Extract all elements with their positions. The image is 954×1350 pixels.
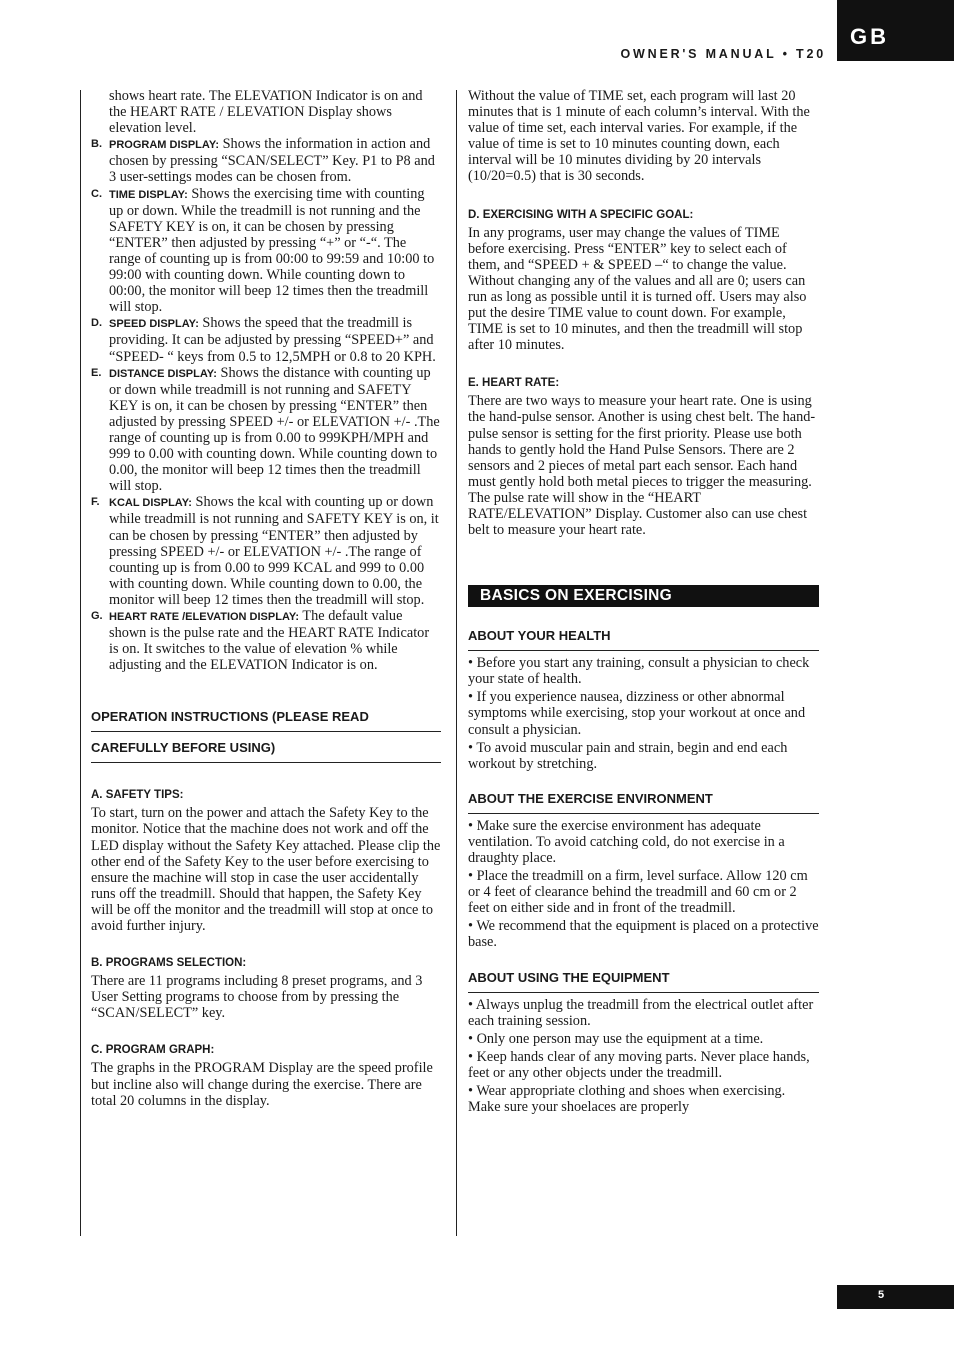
basics-on-exercising-heading: BASICS ON EXERCISING: [468, 585, 819, 607]
program-graph-text: The graphs in the PROGRAM Display are the speed profile but incline also will change during the exercise. There are total 20 columns in the display.: [91, 1060, 433, 1109]
item-letter: C.: [91, 187, 102, 200]
language-tab: GB: [837, 0, 954, 61]
safety-tips-text: To start, turn on the power and attach the Safety Key to the monitor. Notice that the machine does not work and off the LED display without the Safety Key attached. Please clip the other end of the Safety Key to the user before exercising to ensure the machine will stop in case the user accidentally runs off the treadmill. Should that happen, the Safety Key will be off the monitor and the treadmill will stop at once to avoid further injury.: [91, 805, 441, 935]
middle-column-rule: [456, 90, 457, 1236]
left-column: [91, 88, 441, 1109]
item-letter: E.: [91, 366, 102, 379]
right-column: [468, 88, 819, 1115]
display-item-b: [91, 136, 441, 185]
heart-rate-text: There are two ways to measure your heart rate. One is using the hand-pulse sensor. Another is using chest belt. The hand-pulse sensor is setting for the first priority. Please use both hands to gently hold the Hand Pulse Sensors. There are 2 sensors and 2 pieces of metal part each sensor. Each hand must gently hold both metal pieces to trigger the measuring. The pulse rate will show in the “HEART RATE/ELEVATION” Display. Customer also can use chest belt to measure your heart rate.: [468, 393, 816, 539]
list-item: • To avoid muscular pain and strain, begin and end each workout by stretching.: [468, 739, 788, 772]
display-item-g: [91, 608, 441, 673]
list-item: • Place the treadmill on a firm, level surface. Allow 120 cm or 4 feet of clearance behind the treadmill and 60 cm or 2 feet on either side and in front of the treadmill.: [468, 868, 808, 917]
operation-instructions-heading: OPERATION INSTRUCTIONS (PLEASE READ: [91, 709, 441, 732]
item-letter: B.: [91, 138, 102, 151]
item-text: shows heart rate. The ELEVATION Indicator is on and the HEART RATE / ELEVATION Display shows elevation level.: [109, 88, 423, 137]
item-text: Shows the exercising time with counting up or down. While the treadmill is not running and the SAFETY KEY is on, it can be chosen by pressing “ENTER” then adjusted by pressing “+” or “-“. The range of counting up is from 00:00 to 99:59 and 10:00 to 99:00 with counting down. While counting down to 00:00, the monitor will beep 12 times then the treadmill will stop.: [109, 185, 435, 316]
item-label: TIME DISPLAY:: [109, 188, 188, 201]
page-number: 5: [837, 1285, 954, 1309]
environment-bullet-list: [468, 818, 819, 951]
specific-goal-heading: D. EXERCISING WITH A SPECIFIC GOAL:: [468, 208, 694, 221]
item-text: Shows the distance with counting up or down while treadmill is not running and SAFETY KEY is on, it can be chosen by pressing “ENTER” then adjusted by pressing SPEED +/- or ELEVATION +/- .The range of counting up is from 0.00 to 999KPH/MPH and 999 to 0.00 with counting down. While counting down to 0.00, the monitor will beep 12 times then the treadmill will stop.: [109, 364, 440, 495]
operation-instructions-heading-line2: CAREFULLY BEFORE USING): [91, 740, 441, 763]
about-environment-heading: ABOUT THE EXERCISE ENVIRONMENT: [468, 791, 819, 814]
item-label: PROGRAM DISPLAY:: [109, 139, 220, 152]
display-item-a-continued: [91, 88, 441, 136]
item-text: Shows the information in action and chosen by pressing “SCAN/SELECT” Key. P1 to P8 and 3 user-settings modes can be chosen from.: [109, 136, 435, 186]
list-item: • Make sure the exercise environment has adequate ventilation. To avoid catching cold, do not exercise in a draughty place.: [468, 817, 785, 866]
list-item: • Only one person may use the equipment at a time.: [468, 1030, 764, 1047]
running-header: OWNER'S MANUAL • T20: [620, 47, 826, 61]
item-label: HEART RATE /ELEVATION DISPLAY:: [109, 611, 300, 623]
list-item: • We recommend that the equipment is placed on a protective base.: [468, 918, 819, 951]
left-column-rule: [80, 90, 81, 1236]
item-text: The default value shown is the pulse rate and the HEART RATE Indicator is on. It switches to the value of elevation % while adjusting and the ELEVATION Indicator is on.: [109, 608, 430, 674]
programs-selection-text: There are 11 programs including 8 preset programs, and 3 User Setting programs to choose from by pressing the “SCAN/SELECT” key.: [91, 973, 423, 1022]
item-label: KCAL DISPLAY:: [109, 497, 192, 510]
list-item: • Before you start any training, consult a physician to check your state of health.: [468, 655, 810, 688]
health-bullet-list: [468, 655, 819, 772]
display-item-c: [91, 186, 441, 316]
item-text: Shows the kcal with counting up or down while treadmill is not running and SAFETY KEY is on, it can be chosen by pressing “ENTER” then adjusted by pressing SPEED +/- or ELEVATION +/- .The range of counting up is from 0.00 to 999 KCAL and 999 to 0.00 with counting down. While counting down to 0.00, the monitor will beep 12 times then the treadmill will stop.: [109, 494, 439, 608]
specific-goal-text: In any programs, user may change the values of TIME before exercising. Press “ENTER” key to select each of them, and “SPEED + & SPEED –“ to change the value. Without changing any of the values and all are 0; users can run as long as possible until it is turned off. Users may also put the desire TIME value to count down. For example, TIME is set to 10 minutes, and then the treadmill will stop after 10 minutes.: [468, 224, 807, 354]
list-item: • Keep hands clear of any moving parts. Never place hands, feet or any other objects under the treadmill.: [468, 1048, 810, 1081]
item-letter: F.: [91, 496, 100, 509]
item-text: Shows the speed that the treadmill is providing. It can be adjusted by pressing “SPEED+” and “SPEED- “ keys from 0.5 to 12,5MPH or 0.8 to 20 KPH.: [109, 315, 436, 365]
item-label: DISTANCE DISPLAY:: [109, 367, 217, 380]
list-item: • Wear appropriate clothing and shoes when exercising. Make sure your shoelaces are properly: [468, 1083, 786, 1116]
programs-selection-heading: B. PROGRAMS SELECTION:: [91, 957, 247, 970]
program-graph-text-continued: Without the value of TIME set, each program will last 20 minutes that is 1 minute of each column’s interval. With the value of time set, each interval varies. For example, if the value of time is set to 10 minutes counting down, each interval will be 10 minutes dividing by 20 intervals (10/20=0.5) that is 30 seconds.: [468, 88, 810, 185]
equipment-bullet-list: [468, 997, 819, 1116]
list-item: • If you experience nausea, dizziness or other abnormal symptoms while exercising, stop your workout at once and consult a physician.: [468, 689, 806, 738]
item-letter: G.: [91, 610, 103, 622]
item-label: SPEED DISPLAY:: [109, 318, 199, 331]
list-item: • Always unplug the treadmill from the electrical outlet after each training session.: [468, 996, 814, 1029]
about-equipment-heading: ABOUT USING THE EQUIPMENT: [468, 970, 819, 993]
item-letter: D.: [91, 317, 102, 330]
display-item-e: [91, 365, 441, 495]
display-item-d: [91, 315, 441, 364]
safety-tips-heading: A. SAFETY TIPS:: [91, 789, 184, 802]
program-graph-heading: C. PROGRAM GRAPH:: [91, 1044, 215, 1057]
about-health-heading: ABOUT YOUR HEALTH: [468, 628, 819, 651]
heart-rate-heading: E. HEART RATE:: [468, 377, 560, 390]
display-item-f: [91, 494, 441, 608]
